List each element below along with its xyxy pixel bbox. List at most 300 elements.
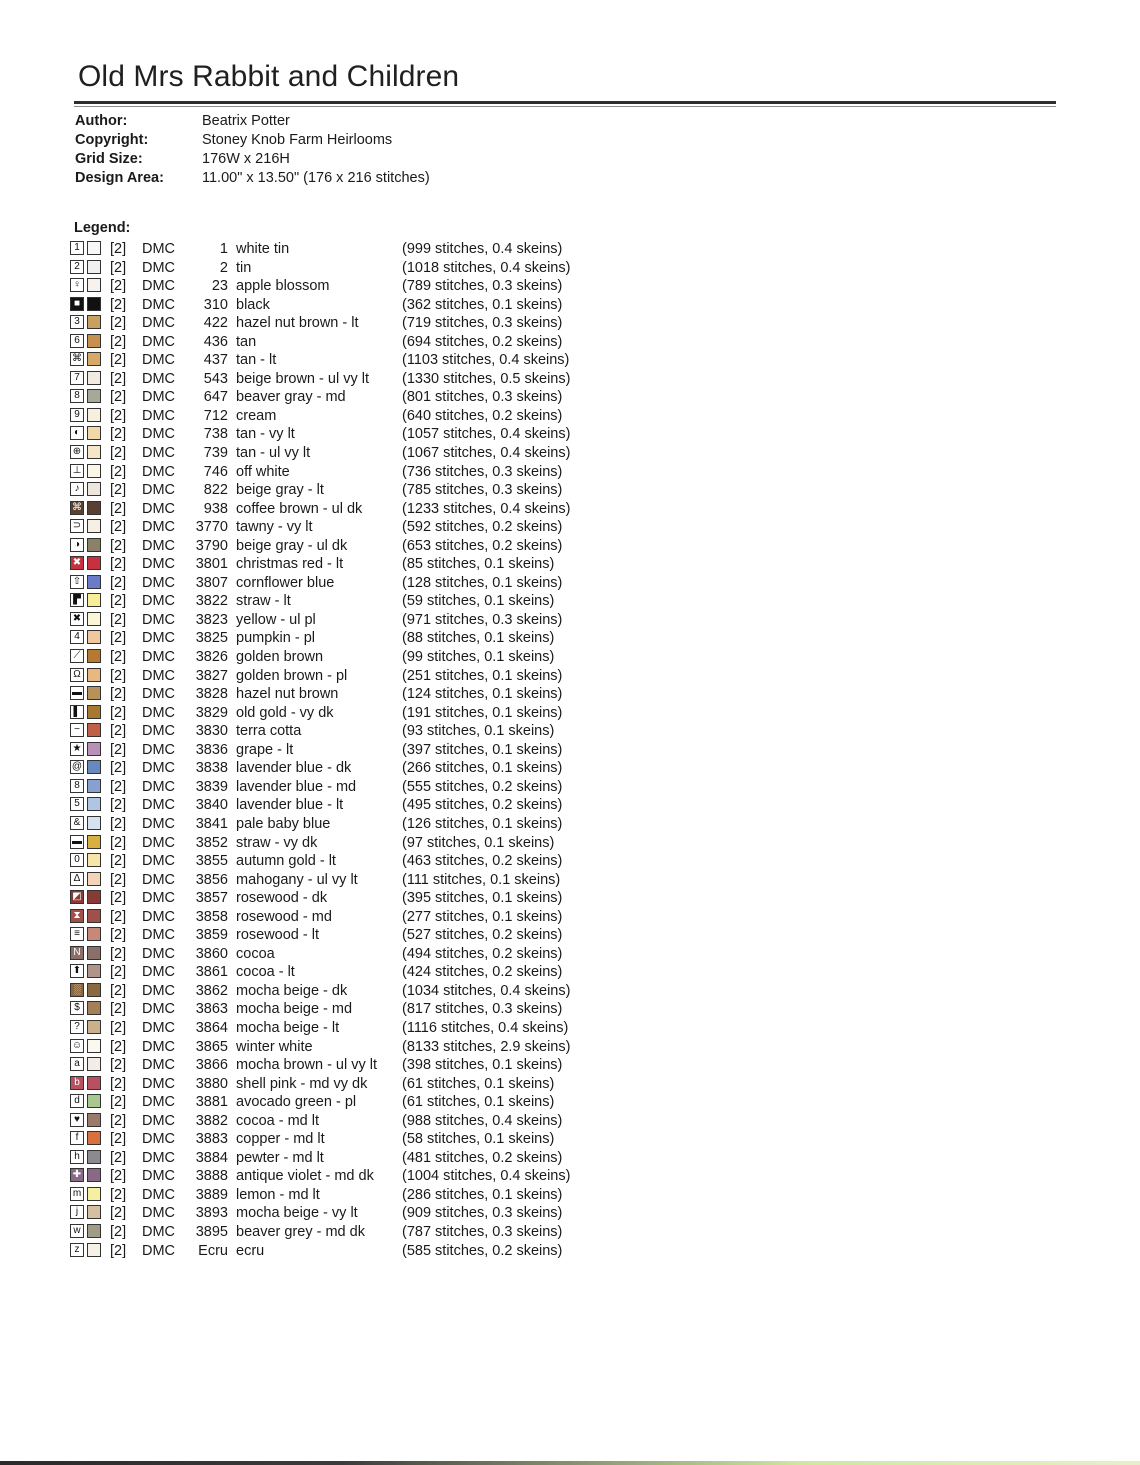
color-swatch (87, 297, 101, 311)
color-name: lavender blue - md (236, 778, 357, 795)
author-label: Author: (75, 113, 128, 129)
floss-brand: DMC (142, 1205, 176, 1222)
floss-number: 2 (219, 259, 228, 276)
stitch-count: (463 stitches, 0.2 skeins) (402, 853, 563, 870)
strand-count: [2] (110, 871, 127, 888)
stitch-symbol-icon: ✖ (70, 612, 84, 626)
strand-count: [2] (110, 315, 127, 332)
stitch-symbol-icon: 3 (70, 315, 84, 329)
legend-row (70, 444, 590, 463)
floss-brand: DMC (142, 945, 176, 962)
color-swatch (87, 816, 101, 830)
stitch-symbol-icon: ⊃ (70, 519, 84, 533)
floss-number: 3859 (195, 927, 228, 944)
strand-count: [2] (110, 964, 127, 981)
legend-row (70, 629, 590, 648)
color-name: coffee brown - ul dk (236, 500, 363, 517)
floss-number: 3841 (195, 815, 228, 832)
color-swatch (87, 927, 101, 941)
floss-brand: DMC (142, 741, 176, 758)
color-name: black (236, 296, 270, 313)
strand-count: [2] (110, 1019, 127, 1036)
legend-row (70, 722, 590, 741)
color-name: copper - md lt (236, 1131, 325, 1148)
floss-brand: DMC (142, 871, 176, 888)
strand-count: [2] (110, 611, 127, 628)
color-swatch (87, 482, 101, 496)
floss-number: 3895 (195, 1223, 228, 1240)
strand-count: [2] (110, 574, 127, 591)
floss-brand: DMC (142, 296, 176, 313)
floss-number: 3852 (195, 834, 228, 851)
color-name: lavender blue - dk (236, 760, 352, 777)
stitch-count: (585 stitches, 0.2 skeins) (402, 1242, 563, 1259)
color-name: beige brown - ul vy lt (236, 370, 369, 387)
legend-row (70, 796, 590, 815)
strand-count: [2] (110, 778, 127, 795)
stitch-symbol-icon: 5 (70, 797, 84, 811)
strand-count: [2] (110, 945, 127, 962)
color-swatch (87, 742, 101, 756)
stitch-symbol-icon: ⊥ (70, 464, 84, 478)
stitch-symbol-icon: 9 (70, 408, 84, 422)
title-underline (74, 101, 1056, 104)
stitch-count: (124 stitches, 0.1 skeins) (402, 686, 563, 703)
legend-row (70, 1242, 590, 1261)
color-swatch (87, 760, 101, 774)
floss-brand: DMC (142, 686, 176, 703)
legend-row (70, 574, 590, 593)
strand-count: [2] (110, 723, 127, 740)
legend-row (70, 1000, 590, 1019)
stitch-count: (495 stitches, 0.2 skeins) (402, 797, 563, 814)
strand-count: [2] (110, 1223, 127, 1240)
color-swatch (87, 612, 101, 626)
strand-count: [2] (110, 278, 127, 295)
color-name: tan - vy lt (236, 426, 295, 443)
stitch-symbol-icon: 4 (70, 630, 84, 644)
color-swatch (87, 426, 101, 440)
legend-row (70, 500, 590, 519)
strand-count: [2] (110, 593, 127, 610)
floss-brand: DMC (142, 1242, 176, 1259)
floss-brand: DMC (142, 927, 176, 944)
color-name: yellow - ul pl (236, 611, 316, 628)
color-name: winter white (236, 1038, 313, 1055)
floss-number: 3830 (195, 723, 228, 740)
legend-row (70, 852, 590, 871)
floss-number: 3801 (195, 556, 228, 573)
floss-number: 738 (203, 426, 228, 443)
color-swatch (87, 686, 101, 700)
stitch-count: (286 stitches, 0.1 skeins) (402, 1186, 563, 1203)
floss-brand: DMC (142, 426, 176, 443)
color-name: mocha beige - dk (236, 982, 348, 999)
strand-count: [2] (110, 1168, 127, 1185)
floss-number: 3863 (195, 1001, 228, 1018)
color-swatch (87, 1001, 101, 1015)
color-swatch (87, 705, 101, 719)
floss-brand: DMC (142, 611, 176, 628)
floss-number: 3865 (195, 1038, 228, 1055)
stitch-count: (817 stitches, 0.3 skeins) (402, 1001, 563, 1018)
strand-count: [2] (110, 1112, 127, 1129)
stitch-symbol-icon: w (70, 1224, 84, 1238)
floss-brand: DMC (142, 500, 176, 517)
stitch-symbol-icon: ⊕ (70, 445, 84, 459)
legend-row (70, 425, 590, 444)
legend-row (70, 518, 590, 537)
stitch-count: (88 stitches, 0.1 skeins) (402, 630, 555, 647)
floss-brand: DMC (142, 908, 176, 925)
legend-row (70, 685, 590, 704)
stitch-count: (801 stitches, 0.3 skeins) (402, 389, 563, 406)
floss-number: 3823 (195, 611, 228, 628)
color-swatch (87, 1150, 101, 1164)
color-swatch (87, 649, 101, 663)
strand-count: [2] (110, 352, 127, 369)
strand-count: [2] (110, 259, 127, 276)
color-name: hazel nut brown - lt (236, 315, 359, 332)
color-name: pewter - md lt (236, 1149, 324, 1166)
stitch-count: (999 stitches, 0.4 skeins) (402, 241, 563, 257)
stitch-symbol-icon: ⌘ (72, 501, 82, 513)
stitch-count: (61 stitches, 0.1 skeins) (402, 1094, 555, 1111)
color-swatch (87, 501, 101, 515)
floss-number: 3883 (195, 1131, 228, 1148)
floss-brand: DMC (142, 1131, 176, 1148)
color-name: pumpkin - pl (236, 630, 315, 647)
stitch-count: (1057 stitches, 0.4 skeins) (402, 426, 571, 443)
strand-count: [2] (110, 1075, 127, 1092)
floss-number: 3827 (195, 667, 228, 684)
strand-count: [2] (110, 741, 127, 758)
legend-row (70, 481, 590, 500)
design-area-value: 11.00" x 13.50" (176 x 216 stitches) (202, 170, 430, 186)
legend-row (70, 982, 590, 1001)
color-name: mocha beige - md (236, 1001, 353, 1018)
stitch-count: (527 stitches, 0.2 skeins) (402, 927, 563, 944)
pattern-info (75, 112, 575, 188)
legend-row (70, 945, 590, 964)
color-swatch (87, 1168, 101, 1182)
stitch-count: (909 stitches, 0.3 skeins) (402, 1205, 563, 1222)
color-name: antique violet - md dk (236, 1168, 374, 1185)
strand-count: [2] (110, 333, 127, 350)
floss-brand: DMC (142, 982, 176, 999)
strand-count: [2] (110, 1038, 127, 1055)
strand-count: [2] (110, 760, 127, 777)
stitch-symbol-icon: 8 (70, 389, 84, 403)
design-area-label: Design Area: (75, 170, 164, 186)
stitch-symbol-icon: ▬ (72, 835, 82, 847)
stitch-symbol-icon: j (70, 1205, 84, 1219)
legend-row (70, 704, 590, 723)
floss-brand: DMC (142, 1019, 176, 1036)
stitch-count: (93 stitches, 0.1 skeins) (402, 723, 555, 740)
color-name: terra cotta (236, 723, 302, 740)
floss-brand: DMC (142, 537, 176, 554)
strand-count: [2] (110, 667, 127, 684)
floss-brand: DMC (142, 890, 176, 907)
floss-number: 310 (203, 296, 228, 313)
color-name: rosewood - dk (236, 890, 328, 907)
floss-brand: DMC (142, 1094, 176, 1111)
stitch-count: (397 stitches, 0.1 skeins) (402, 741, 563, 758)
stitch-symbol-icon: ⟋ (70, 649, 84, 663)
floss-number: 3880 (195, 1075, 228, 1092)
stitch-symbol-icon: ◐ (70, 426, 84, 440)
legend-row (70, 1204, 590, 1223)
strand-count: [2] (110, 890, 127, 907)
strand-count: [2] (110, 537, 127, 554)
floss-number: 436 (203, 333, 228, 350)
stitch-symbol-icon: − (70, 723, 84, 737)
color-swatch (87, 519, 101, 533)
color-swatch (87, 445, 101, 459)
floss-brand: DMC (142, 667, 176, 684)
legend-row (70, 741, 590, 760)
floss-legend (70, 240, 590, 1260)
legend-row (70, 667, 590, 686)
copyright-label: Copyright: (75, 132, 149, 148)
color-swatch (87, 890, 101, 904)
floss-brand: DMC (142, 760, 176, 777)
floss-number: 822 (203, 482, 228, 499)
stitch-symbol-icon: b (70, 1076, 84, 1090)
stitch-symbol-icon: ★ (70, 742, 84, 756)
color-name: tan - lt (236, 352, 277, 369)
floss-number: 3884 (195, 1149, 228, 1166)
color-name: rosewood - lt (236, 927, 320, 944)
strand-count: [2] (110, 630, 127, 647)
floss-brand: DMC (142, 1112, 176, 1129)
stitch-symbol-icon: ■ (70, 297, 84, 311)
color-name: shell pink - md vy dk (236, 1075, 368, 1092)
color-name: avocado green - pl (236, 1094, 357, 1111)
color-swatch (87, 408, 101, 422)
floss-brand: DMC (142, 482, 176, 499)
legend-row (70, 1075, 590, 1094)
color-name: off white (236, 463, 290, 480)
floss-number: 543 (203, 370, 228, 387)
color-swatch (87, 1076, 101, 1090)
stitch-count: (191 stitches, 0.1 skeins) (402, 704, 563, 721)
stitch-count: (277 stitches, 0.1 skeins) (402, 908, 563, 925)
color-swatch (87, 575, 101, 589)
floss-number: 3829 (195, 704, 228, 721)
stitch-symbol-icon: 8 (70, 779, 84, 793)
color-name: golden brown (236, 649, 324, 666)
stitch-symbol-icon: ⬆ (70, 964, 84, 978)
color-name: cream (236, 407, 277, 424)
stitch-count: (1330 stitches, 0.5 skeins) (402, 370, 571, 387)
floss-number: 3828 (195, 686, 228, 703)
color-swatch (87, 464, 101, 478)
stitch-symbol-icon: & (70, 816, 84, 830)
color-name: cornflower blue (236, 574, 335, 591)
strand-count: [2] (110, 704, 127, 721)
floss-brand: DMC (142, 1168, 176, 1185)
floss-brand: DMC (142, 649, 176, 666)
strand-count: [2] (110, 556, 127, 573)
legend-row (70, 592, 590, 611)
floss-number: 3825 (195, 630, 228, 647)
stitch-count: (555 stitches, 0.2 skeins) (402, 778, 563, 795)
color-name: old gold - vy dk (236, 704, 334, 721)
stitch-count: (59 stitches, 0.1 skeins) (402, 593, 555, 610)
stitch-count: (251 stitches, 0.1 skeins) (402, 667, 563, 684)
floss-number: 3855 (195, 853, 228, 870)
stitch-count: (58 stitches, 0.1 skeins) (402, 1131, 555, 1148)
floss-number: 3840 (195, 797, 228, 814)
stitch-count: (99 stitches, 0.1 skeins) (402, 649, 555, 666)
color-swatch (87, 260, 101, 274)
author-row (75, 112, 575, 131)
floss-number: 739 (203, 445, 228, 462)
floss-brand: DMC (142, 853, 176, 870)
stitch-count: (785 stitches, 0.3 skeins) (402, 482, 563, 499)
strand-count: [2] (110, 927, 127, 944)
color-name: beige gray - ul dk (236, 537, 348, 554)
strand-count: [2] (110, 1149, 127, 1166)
stitch-symbol-icon: ? (70, 1020, 84, 1034)
stitch-count: (971 stitches, 0.3 skeins) (402, 611, 563, 628)
floss-brand: DMC (142, 389, 176, 406)
color-name: cocoa - lt (236, 964, 295, 981)
floss-number: 3864 (195, 1019, 228, 1036)
strand-count: [2] (110, 482, 127, 499)
floss-number: 422 (203, 315, 228, 332)
floss-brand: DMC (142, 315, 176, 332)
legend-row (70, 1112, 590, 1131)
copyright-row (75, 131, 575, 150)
floss-number: Ecru (198, 1242, 228, 1259)
color-swatch (87, 1224, 101, 1238)
floss-number: 3807 (195, 574, 228, 591)
color-swatch (87, 853, 101, 867)
color-swatch (87, 1057, 101, 1071)
strand-count: [2] (110, 241, 127, 257)
floss-number: 3866 (195, 1057, 228, 1074)
strand-count: [2] (110, 686, 127, 703)
legend-row (70, 778, 590, 797)
stitch-symbol-icon: 1 (70, 241, 84, 255)
color-name: lavender blue - lt (236, 797, 344, 814)
color-swatch (87, 1243, 101, 1257)
floss-brand: DMC (142, 519, 176, 536)
copyright-value: Stoney Knob Farm Heirlooms (202, 132, 393, 148)
strand-count: [2] (110, 834, 127, 851)
strand-count: [2] (110, 1242, 127, 1259)
color-swatch (87, 1039, 101, 1053)
color-swatch (87, 1131, 101, 1145)
legend-row (70, 1038, 590, 1057)
stitch-count: (789 stitches, 0.3 skeins) (402, 278, 563, 295)
stitch-count: (395 stitches, 0.1 skeins) (402, 890, 563, 907)
stitch-symbol-icon: d (70, 1094, 84, 1108)
stitch-symbol-icon: 2 (70, 260, 84, 274)
color-name: mocha beige - vy lt (236, 1205, 358, 1222)
strand-count: [2] (110, 1205, 127, 1222)
stitch-count: (494 stitches, 0.2 skeins) (402, 945, 563, 962)
stitch-symbol-icon: h (70, 1150, 84, 1164)
stitch-count: (266 stitches, 0.1 skeins) (402, 760, 563, 777)
stitch-symbol-icon: ▌ (70, 705, 84, 719)
legend-row (70, 908, 590, 927)
stitch-symbol-icon: 6 (70, 334, 84, 348)
grid-size-label: Grid Size: (75, 151, 143, 167)
floss-brand: DMC (142, 815, 176, 832)
legend-row (70, 463, 590, 482)
stitch-count: (988 stitches, 0.4 skeins) (402, 1112, 563, 1129)
floss-brand: DMC (142, 241, 176, 257)
stitch-count: (8133 stitches, 2.9 skeins) (402, 1038, 571, 1055)
floss-brand: DMC (142, 834, 176, 851)
color-swatch (87, 593, 101, 607)
stitch-symbol-icon: N (70, 946, 84, 960)
legend-row (70, 1149, 590, 1168)
grid-size-row (75, 150, 575, 169)
stitch-count: (1103 stitches, 0.4 skeins) (402, 352, 570, 369)
design-area-row (75, 169, 575, 188)
stitch-symbol-icon: 7 (70, 371, 84, 385)
legend-row (70, 277, 590, 296)
legend-row (70, 240, 590, 259)
color-swatch (87, 964, 101, 978)
strand-count: [2] (110, 389, 127, 406)
color-name: cocoa (236, 945, 275, 962)
floss-number: 3857 (195, 890, 228, 907)
stitch-count: (1233 stitches, 0.4 skeins) (402, 500, 571, 517)
floss-number: 3893 (195, 1205, 228, 1222)
legend-row (70, 834, 590, 853)
color-name: grape - lt (236, 741, 294, 758)
color-name: ecru (236, 1242, 265, 1259)
strand-count: [2] (110, 500, 127, 517)
color-name: lemon - md lt (236, 1186, 320, 1203)
floss-brand: DMC (142, 333, 176, 350)
color-name: beaver grey - md dk (236, 1223, 365, 1240)
color-name: apple blossom (236, 278, 330, 295)
stitch-symbol-icon: ♪ (70, 482, 84, 496)
floss-brand: DMC (142, 1057, 176, 1074)
stitch-count: (653 stitches, 0.2 skeins) (402, 537, 563, 554)
floss-number: 23 (211, 278, 228, 295)
legend-row (70, 611, 590, 630)
strand-count: [2] (110, 982, 127, 999)
legend-row (70, 963, 590, 982)
legend-row (70, 1223, 590, 1242)
color-swatch (87, 872, 101, 886)
stitch-count: (128 stitches, 0.1 skeins) (402, 574, 563, 591)
floss-brand: DMC (142, 778, 176, 795)
floss-number: 712 (203, 407, 228, 424)
stitch-count: (719 stitches, 0.3 skeins) (402, 315, 563, 332)
floss-brand: DMC (142, 463, 176, 480)
color-swatch (87, 797, 101, 811)
floss-brand: DMC (142, 1149, 176, 1166)
floss-number: 3822 (195, 593, 228, 610)
color-name: mahogany - ul vy lt (236, 871, 358, 888)
color-name: mocha brown - ul vy lt (236, 1057, 378, 1074)
stitch-count: (1067 stitches, 0.4 skeins) (402, 445, 571, 462)
legend-row (70, 259, 590, 278)
strand-count: [2] (110, 815, 127, 832)
floss-number: 3790 (195, 537, 228, 554)
color-name: mocha beige - lt (236, 1019, 340, 1036)
legend-row (70, 388, 590, 407)
